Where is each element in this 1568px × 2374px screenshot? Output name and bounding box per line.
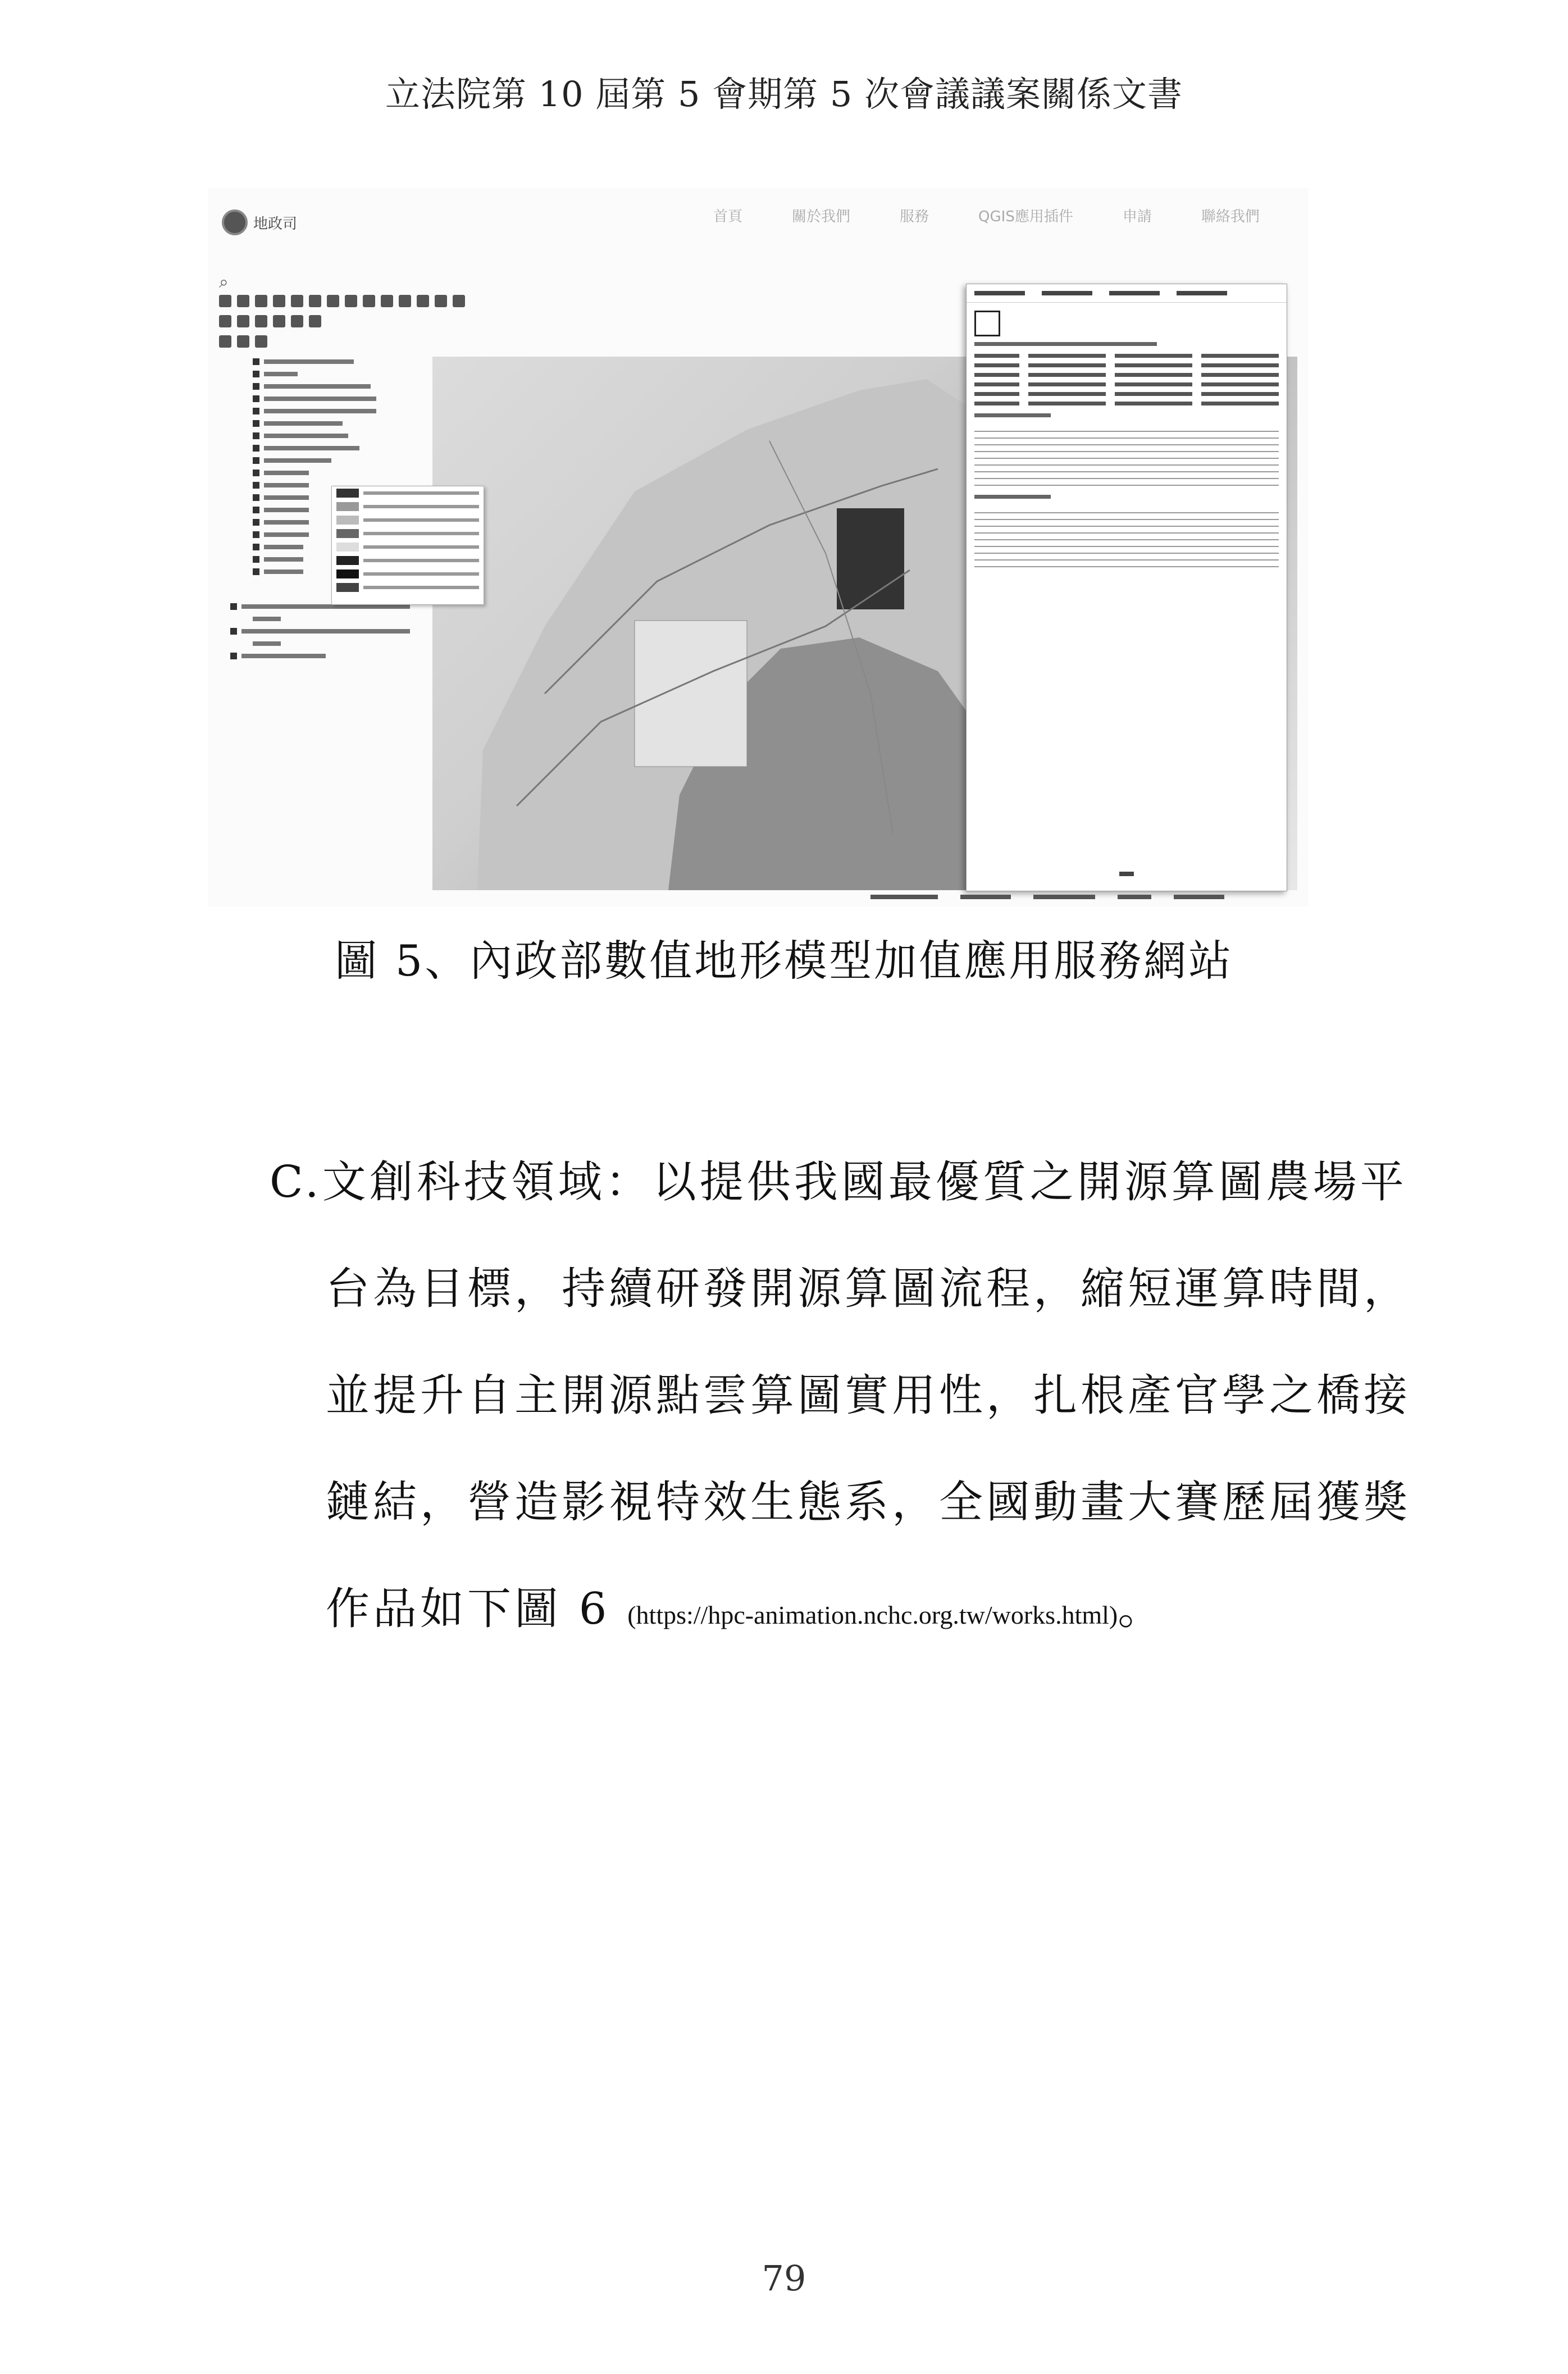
coord-cell xyxy=(1028,363,1106,367)
layer-label xyxy=(264,471,309,475)
coord-cell xyxy=(1201,402,1279,405)
status-item xyxy=(870,895,938,899)
coord-cell xyxy=(1201,373,1279,377)
coord-cell xyxy=(1028,392,1106,396)
layer-checkbox[interactable] xyxy=(253,445,259,452)
menu-item[interactable] xyxy=(332,500,484,513)
coord-cell xyxy=(974,402,1019,405)
info-line xyxy=(974,495,1051,499)
layer-label xyxy=(241,629,410,634)
text-segment: 作品如下圖 6 xyxy=(326,1584,628,1634)
panel-tab[interactable] xyxy=(1109,291,1160,295)
site-logo xyxy=(222,209,297,235)
response-box[interactable] xyxy=(974,507,1279,568)
tool-icon[interactable] xyxy=(327,295,339,307)
paragraph-line: 台為目標，持續研發開源算圖流程，縮短運算時間， xyxy=(326,1264,1411,1314)
layer-checkbox[interactable] xyxy=(253,507,259,513)
layer-checkbox[interactable] xyxy=(253,470,259,476)
footer-button[interactable] xyxy=(1119,872,1134,876)
layer-label xyxy=(253,617,281,621)
tool-icon[interactable] xyxy=(219,335,231,348)
tool-icon[interactable] xyxy=(255,315,267,327)
menu-item[interactable] xyxy=(332,554,484,567)
menu-item-label xyxy=(363,532,479,535)
coord-cell xyxy=(1201,363,1279,367)
menu-item-label xyxy=(363,559,479,562)
coord-cell xyxy=(1028,402,1106,405)
coord-cell xyxy=(1028,373,1106,377)
layer-label xyxy=(264,483,309,487)
layer-checkbox[interactable] xyxy=(253,494,259,501)
nav-link-contact[interactable]: 聯絡我們 xyxy=(1201,208,1260,225)
paragraph-line-last xyxy=(270,1556,1370,1669)
nav-link-services[interactable]: 服務 xyxy=(900,208,929,225)
layer-label xyxy=(264,532,309,537)
color-swatch xyxy=(336,529,359,538)
layer-label xyxy=(264,495,309,500)
layer-checkbox[interactable] xyxy=(253,420,259,427)
status-item xyxy=(1118,895,1151,899)
tool-icon[interactable] xyxy=(273,315,285,327)
coord-cell xyxy=(974,382,1019,386)
layer-checkbox[interactable] xyxy=(253,531,259,538)
layer-label xyxy=(264,520,309,525)
coord-cell xyxy=(1201,392,1279,396)
toolbar-row-2 xyxy=(219,315,321,331)
toolbar-row-1 xyxy=(219,295,465,311)
layer-checkbox[interactable] xyxy=(230,603,237,610)
site-navbar xyxy=(208,188,1309,244)
layer-label xyxy=(264,421,343,426)
layer-checkbox[interactable] xyxy=(253,482,259,489)
tool-icon[interactable] xyxy=(219,315,231,327)
layer-checkbox[interactable] xyxy=(230,653,237,659)
selection-tool xyxy=(974,311,1279,346)
coord-cell xyxy=(1028,354,1106,358)
tool-icon[interactable] xyxy=(309,295,321,307)
tool-icon[interactable] xyxy=(435,295,447,307)
menu-item-label xyxy=(363,491,479,495)
color-swatch xyxy=(336,516,359,525)
layer-label xyxy=(264,458,331,463)
tool-icon[interactable] xyxy=(237,315,249,327)
raster-tile-dark xyxy=(837,508,904,609)
layer-checkbox[interactable] xyxy=(253,371,259,377)
menu-item[interactable] xyxy=(332,581,484,594)
menu-item-label xyxy=(363,572,479,576)
layer-checkbox[interactable] xyxy=(253,544,259,550)
paragraph-line: C.文創科技領域：以提供我國最優質之開源算圖農場平 xyxy=(270,1157,1407,1207)
logo-text: 地政司 xyxy=(253,215,298,233)
layer-label xyxy=(264,569,303,574)
status-item xyxy=(1033,895,1095,899)
layer-checkbox[interactable] xyxy=(253,568,259,575)
panel-footer xyxy=(967,870,1287,878)
http-response-section xyxy=(974,495,1279,499)
layer-label xyxy=(264,359,354,364)
coord-cell xyxy=(1028,382,1106,386)
nav-links xyxy=(713,205,1260,226)
color-swatch xyxy=(336,543,359,552)
figure-5-screenshot xyxy=(208,188,1309,907)
layer-label xyxy=(264,434,348,438)
coord-cell xyxy=(1115,363,1192,367)
page-number: 79 xyxy=(762,2258,806,2299)
layer-checkbox[interactable] xyxy=(253,408,259,414)
menu-item-label xyxy=(363,505,479,508)
tool-icon[interactable] xyxy=(453,295,465,307)
layer-label xyxy=(264,545,303,549)
layer-label xyxy=(264,397,376,401)
search-icon[interactable]: ⌕ xyxy=(219,272,229,292)
bbox-tool-icon[interactable] xyxy=(974,311,1000,336)
coord-cell xyxy=(1115,392,1192,396)
http-request-section xyxy=(974,413,1279,417)
layer-label xyxy=(264,384,371,389)
layer-label xyxy=(264,372,298,376)
tool-icon[interactable] xyxy=(273,295,285,307)
layer-label xyxy=(241,604,410,609)
nav-link-home[interactable]: 首頁 xyxy=(713,208,743,225)
raster-tile-light xyxy=(635,621,747,767)
coord-cell xyxy=(1115,354,1192,358)
page-header: 立法院第 10 屆第 5 會期第 5 次會議議案關係文書 xyxy=(385,74,1183,115)
menu-item[interactable] xyxy=(332,513,484,527)
body-paragraph xyxy=(270,1129,1411,1669)
coord-cell xyxy=(1201,382,1279,386)
status-item xyxy=(960,895,1011,899)
layer-label xyxy=(264,557,303,562)
context-menu xyxy=(331,486,484,605)
coord-cell xyxy=(1201,354,1279,358)
layer-label xyxy=(264,446,359,450)
nav-link-about[interactable]: 關於我們 xyxy=(792,208,851,225)
layer-checkbox[interactable] xyxy=(253,432,259,439)
layer-checkbox[interactable] xyxy=(253,457,259,464)
panel-tab[interactable] xyxy=(974,291,1025,295)
info-line xyxy=(974,413,1051,417)
tool-icon[interactable] xyxy=(237,295,249,307)
tool-icon[interactable] xyxy=(255,335,267,348)
layers-panel xyxy=(219,357,427,873)
tool-icon[interactable] xyxy=(309,315,321,327)
layer-checkbox[interactable] xyxy=(253,556,259,563)
layer-checkbox[interactable] xyxy=(253,383,259,390)
nav-link-apply[interactable]: 申請 xyxy=(1122,208,1152,225)
works-link[interactable]: (https://hpc-animation.nchc.org.tw/works.html) xyxy=(627,1601,1118,1629)
menu-item[interactable] xyxy=(332,486,484,500)
layer-label xyxy=(264,508,309,512)
panel-tab[interactable] xyxy=(1177,291,1227,295)
color-swatch xyxy=(336,583,359,592)
menu-item[interactable] xyxy=(332,567,484,581)
emblem-icon xyxy=(222,209,248,235)
color-swatch xyxy=(336,556,359,565)
request-url-box[interactable] xyxy=(974,425,1279,487)
toolbar-row-3 xyxy=(219,335,267,351)
layer-checkbox[interactable] xyxy=(230,628,237,635)
figure-caption: 圖 5、內政部數值地形模型加值應用服務網站 xyxy=(334,936,1234,986)
layer-label xyxy=(253,641,281,646)
info-line xyxy=(974,342,1157,346)
tool-icon[interactable] xyxy=(399,295,411,307)
tool-icon[interactable] xyxy=(219,295,231,307)
tool-icon[interactable] xyxy=(255,295,267,307)
text-segment: 。 xyxy=(1118,1584,1165,1634)
tool-icon[interactable] xyxy=(291,295,303,307)
menu-item-label xyxy=(363,586,479,589)
coord-cell xyxy=(974,373,1019,377)
layer-label xyxy=(241,654,326,658)
layer-checkbox[interactable] xyxy=(253,395,259,402)
tool-icon[interactable] xyxy=(291,315,303,327)
layer-checkbox[interactable] xyxy=(253,519,259,526)
menu-item[interactable] xyxy=(332,527,484,540)
coord-cell xyxy=(1115,402,1192,405)
paragraph-line: 鏈結，營造影視特效生態系，全國動畫大賽歷屆獲獎 xyxy=(326,1477,1411,1528)
coord-cell xyxy=(974,354,1019,358)
layer-label xyxy=(264,409,376,413)
tool-icon[interactable] xyxy=(237,335,249,348)
coord-cell xyxy=(974,363,1019,367)
status-item xyxy=(1174,895,1224,899)
paragraph-line: 並提升自主開源點雲算圖實用性，扎根產官學之橋接 xyxy=(326,1370,1411,1421)
menu-item[interactable] xyxy=(332,540,484,554)
layer-checkbox[interactable] xyxy=(253,358,259,365)
gis-toolbar xyxy=(219,295,1073,351)
menu-item-label xyxy=(363,545,479,549)
map-statusbar xyxy=(870,890,1303,904)
menu-item-label xyxy=(363,518,479,522)
coord-cell xyxy=(1115,382,1192,386)
nav-link-qgis[interactable]: QGIS應用插件 xyxy=(978,208,1073,225)
tool-icon[interactable] xyxy=(345,295,357,307)
dem-info-panel xyxy=(966,284,1287,891)
color-swatch xyxy=(336,489,359,498)
coord-cell xyxy=(1115,373,1192,377)
color-swatch xyxy=(336,569,359,578)
tool-icon[interactable] xyxy=(363,295,375,307)
coordinate-table xyxy=(974,354,1279,405)
panel-tabs xyxy=(967,284,1287,303)
panel-tab[interactable] xyxy=(1042,291,1092,295)
color-swatch xyxy=(336,502,359,511)
tool-icon[interactable] xyxy=(381,295,393,307)
coord-cell xyxy=(974,392,1019,396)
tool-icon[interactable] xyxy=(417,295,429,307)
